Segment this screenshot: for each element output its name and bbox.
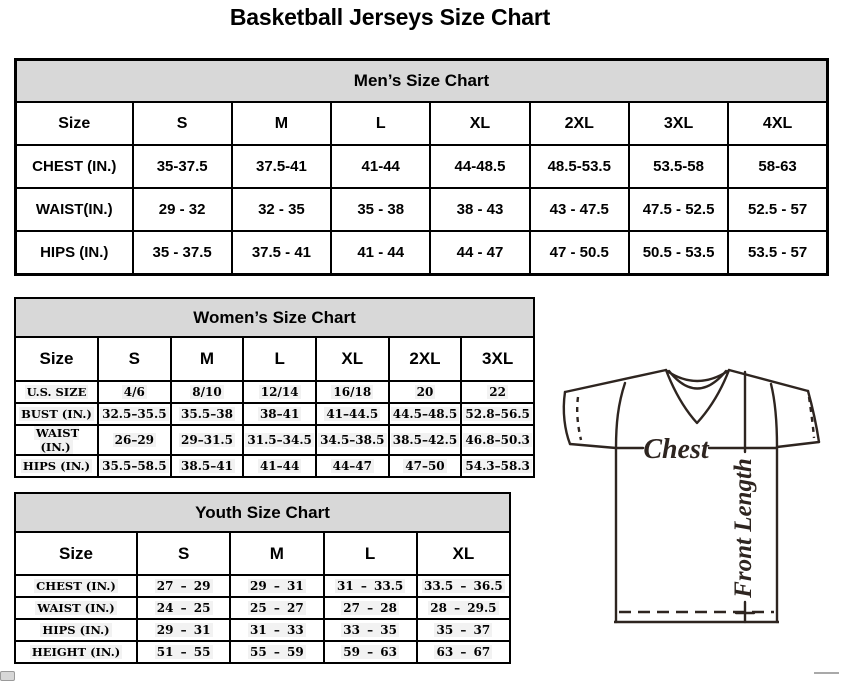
cell-value	[530, 188, 629, 231]
youth-size-table	[14, 492, 511, 664]
table-title-row	[16, 60, 828, 103]
cell-value-text: 31 – 33	[249, 623, 304, 637]
column-header-xl: XL	[417, 532, 510, 575]
cell-value	[629, 188, 728, 231]
cell-value-text: 38 - 43	[456, 201, 504, 218]
cell-value-text: 53.5 - 57	[747, 244, 808, 261]
cell-value-text: 29 - 32	[158, 201, 206, 218]
cell-value-text: 29 – 31	[156, 623, 211, 637]
cell-value	[137, 597, 230, 619]
cell-value	[171, 455, 244, 477]
row-label-text: CHEST (IN.)	[36, 579, 116, 593]
column-header-m: M	[171, 337, 244, 381]
cell-value	[324, 597, 417, 619]
cell-value-text: 58-63	[758, 158, 797, 175]
cell-value	[98, 381, 171, 403]
scrollbar-fragment-left[interactable]	[0, 671, 15, 681]
cell-value	[230, 597, 323, 619]
cell-value-text: 27 – 28	[343, 601, 397, 615]
cell-value	[243, 381, 316, 403]
cell-value-text: 47–50	[405, 459, 445, 473]
front-length-label: Front Length	[730, 458, 757, 598]
size-header: Size	[15, 337, 98, 381]
cell-value-text: 33.5 – 36.5	[423, 579, 503, 593]
jersey-left-cuff-dashed-line	[577, 397, 581, 440]
cell-value-text: 44 - 47	[456, 244, 504, 261]
cell-value	[137, 575, 230, 597]
table-title-row	[15, 493, 510, 532]
column-header-3xl: 3XL	[461, 337, 534, 381]
cell-value	[629, 231, 728, 275]
cell-value-text: 24 – 25	[156, 601, 211, 615]
cell-value-text: 33 – 35	[343, 623, 397, 637]
column-header-l: L	[331, 102, 430, 145]
cell-value	[137, 641, 230, 663]
cell-value-text: 51 – 55	[156, 645, 211, 659]
cell-value-text: 46.8–50.3	[465, 433, 530, 447]
cell-value	[316, 425, 389, 455]
size-header-row	[16, 102, 828, 145]
cell-value	[232, 188, 331, 231]
cell-value-text: 63 – 67	[436, 645, 491, 659]
cell-value-text: 8/10	[192, 385, 222, 399]
cell-value	[530, 231, 629, 275]
cell-value-text: 31.5–34.5	[247, 433, 312, 447]
cell-value	[331, 188, 430, 231]
size-header-row	[15, 337, 534, 381]
cell-value	[417, 641, 510, 663]
cell-value-text: 48.5-53.5	[547, 158, 611, 175]
cell-value	[98, 425, 171, 455]
column-header-4xl: 4XL	[728, 102, 827, 145]
table-row	[15, 425, 534, 455]
column-header-m: M	[230, 532, 323, 575]
cell-value	[171, 425, 244, 455]
row-label	[15, 575, 137, 597]
cell-value	[230, 575, 323, 597]
table-row	[15, 641, 510, 663]
cell-value-text: 27 – 29	[156, 579, 211, 593]
cell-value	[629, 145, 728, 188]
cell-value	[316, 455, 389, 477]
cell-value-text: 53.5-58	[653, 158, 704, 175]
table-title-row	[15, 298, 534, 337]
cell-value-text: 41 - 44	[357, 244, 405, 261]
row-label	[15, 455, 98, 477]
scrollbar-fragment-right[interactable]	[814, 672, 839, 674]
cell-value	[417, 619, 510, 641]
cell-value-text: 4/6	[123, 385, 145, 399]
cell-value	[232, 145, 331, 188]
cell-value-text: 54.3–58.3	[465, 459, 530, 473]
row-label	[15, 619, 137, 641]
cell-value	[324, 575, 417, 597]
cell-value-text: 52.8–56.5	[465, 407, 530, 421]
table-row	[15, 575, 510, 597]
cell-value	[230, 641, 323, 663]
cell-value	[331, 231, 430, 275]
jersey-left-shoulder-line	[565, 370, 666, 392]
row-label-text: WAIST (IN.)	[37, 601, 115, 615]
cell-value	[461, 455, 534, 477]
row-label	[16, 145, 133, 188]
cell-value-text: 22	[489, 385, 506, 399]
cell-value	[171, 381, 244, 403]
cell-value	[417, 575, 510, 597]
cell-value	[316, 403, 389, 425]
row-label-text: HEIGHT (IN.)	[31, 645, 121, 659]
cell-value-text: 29–31.5	[181, 433, 233, 447]
women-table-title: Women’s Size Chart	[15, 298, 534, 337]
table-row	[16, 188, 828, 231]
page-title: Basketball Jerseys Size Chart	[229, 4, 551, 30]
table-row	[15, 381, 534, 403]
cell-value-text: 44–47	[332, 459, 372, 473]
cell-value-text: 47.5 - 52.5	[642, 201, 715, 218]
cell-value-text: 34.5–38.5	[320, 433, 385, 447]
cell-value	[389, 455, 462, 477]
cell-value	[133, 145, 232, 188]
cell-value	[243, 403, 316, 425]
cell-value	[389, 425, 462, 455]
row-label-text: CHEST (IN.)	[32, 158, 117, 175]
cell-value	[331, 145, 430, 188]
table-row	[15, 597, 510, 619]
men-table-title: Men’s Size Chart	[16, 60, 828, 103]
cell-value	[389, 403, 462, 425]
row-label	[15, 425, 98, 455]
row-label-text: WAIST (IN.)	[35, 426, 80, 454]
row-label	[15, 597, 137, 619]
cell-value	[137, 619, 230, 641]
column-header-2xl: 2XL	[389, 337, 462, 381]
column-header-l: L	[243, 337, 316, 381]
cell-value	[430, 145, 529, 188]
cell-value	[728, 188, 827, 231]
row-label	[15, 381, 98, 403]
mens-size-table	[14, 58, 829, 276]
table-row	[16, 145, 828, 188]
cell-value-text: 38.5–41	[181, 459, 233, 473]
cell-value-text: 59 – 63	[343, 645, 397, 659]
cell-value	[430, 231, 529, 275]
cell-value	[243, 455, 316, 477]
cell-value-text: 35-37.5	[156, 158, 208, 175]
cell-value	[133, 231, 232, 275]
cell-value	[461, 425, 534, 455]
jersey-left-cuff-line	[570, 444, 616, 448]
cell-value	[530, 145, 629, 188]
column-header-l: L	[324, 532, 417, 575]
cell-value-text: 26–29	[114, 433, 155, 447]
row-label-text: HIPS (IN.)	[42, 623, 110, 637]
cell-value-text: 35.5–38	[181, 407, 233, 421]
cell-value-text: 16/18	[333, 385, 372, 399]
cell-value	[230, 619, 323, 641]
column-header-s: S	[137, 532, 230, 575]
jersey-diagram	[556, 360, 843, 672]
cell-value	[417, 597, 510, 619]
cell-value-text: 47 - 50.5	[549, 244, 609, 261]
cell-value-text: 20	[416, 385, 434, 399]
size-header-row	[15, 532, 510, 575]
cell-value-text: 37.5-41	[255, 158, 307, 175]
cell-value-text: 12/14	[260, 385, 299, 399]
cell-value	[461, 403, 534, 425]
womens-size-table	[14, 297, 535, 478]
cell-value	[728, 231, 827, 275]
column-header-xl: XL	[430, 102, 529, 145]
row-label	[15, 403, 98, 425]
cell-value-text: 35 - 38	[357, 201, 405, 218]
column-header-s: S	[133, 102, 232, 145]
cell-value	[461, 381, 534, 403]
cell-value	[98, 403, 171, 425]
cell-value	[316, 381, 389, 403]
cell-value-text: 50.5 - 53.5	[642, 244, 715, 261]
row-label-text: BUST (IN.)	[21, 407, 92, 421]
cell-value	[232, 231, 331, 275]
row-label-text: HIPS (IN.)	[40, 244, 109, 261]
cell-value	[389, 381, 462, 403]
cell-value-text: 41–44.5	[326, 407, 379, 421]
cell-value	[171, 403, 244, 425]
row-label-text: U.S. SIZE	[26, 385, 87, 399]
cell-value	[324, 641, 417, 663]
table-row	[15, 403, 534, 425]
size-header: Size	[16, 102, 133, 145]
row-label	[16, 188, 133, 231]
cell-value-text: 38.5–42.5	[392, 433, 458, 447]
cell-value-text: 44-48.5	[454, 158, 506, 175]
cell-value-text: 43 - 47.5	[549, 201, 609, 218]
jersey-left-sleeve-seam	[616, 383, 625, 448]
column-header-3xl: 3XL	[629, 102, 728, 145]
column-header-2xl: 2XL	[530, 102, 629, 145]
cell-value-text: 52.5 - 57	[747, 201, 808, 218]
cell-value-text: 25 – 27	[249, 601, 304, 615]
cell-value-text: 41-44	[361, 158, 400, 175]
table-row	[15, 619, 510, 641]
row-label	[16, 231, 133, 275]
cell-value	[728, 145, 827, 188]
jersey-right-cuff-line	[777, 442, 819, 447]
cell-value-text: 35 – 37	[436, 623, 491, 637]
table-row	[16, 231, 828, 275]
table-row	[15, 455, 534, 477]
column-header-m: M	[232, 102, 331, 145]
cell-value-text: 35.5–58.5	[102, 459, 167, 473]
cell-value-text: 35 - 37.5	[152, 244, 212, 261]
cell-value	[430, 188, 529, 231]
cell-value	[324, 619, 417, 641]
cell-value-text: 31 – 33.5	[336, 579, 404, 593]
jersey-right-sleeve-seam	[771, 384, 777, 447]
jersey-right-shoulder-line	[729, 370, 808, 391]
cell-value-text: 41–44	[259, 459, 300, 473]
cell-value-text: 38–41	[259, 407, 300, 421]
size-header: Size	[15, 532, 137, 575]
cell-value-text: 44.5–48.5	[392, 407, 458, 421]
cell-value-text: 55 – 59	[249, 645, 304, 659]
cell-value	[133, 188, 232, 231]
cell-value	[243, 425, 316, 455]
jersey-left-sleeve-outline	[564, 392, 570, 444]
jersey-collar-inner-curve	[669, 371, 726, 389]
row-label-text: HIPS (IN.)	[22, 459, 91, 473]
cell-value-text: 29 – 31	[249, 579, 304, 593]
row-label-text: WAIST(IN.)	[35, 201, 113, 218]
cell-value-text: 32.5–35.5	[102, 407, 167, 421]
chest-label: Chest	[643, 434, 709, 465]
column-header-xl: XL	[316, 337, 389, 381]
cell-value-text: 37.5 - 41	[251, 244, 312, 261]
cell-value	[98, 455, 171, 477]
row-label	[15, 641, 137, 663]
cell-value-text: 32 - 35	[258, 201, 305, 218]
column-header-s: S	[98, 337, 171, 381]
youth-table-title: Youth Size Chart	[15, 493, 510, 532]
cell-value-text: 28 – 29.5	[430, 601, 497, 615]
